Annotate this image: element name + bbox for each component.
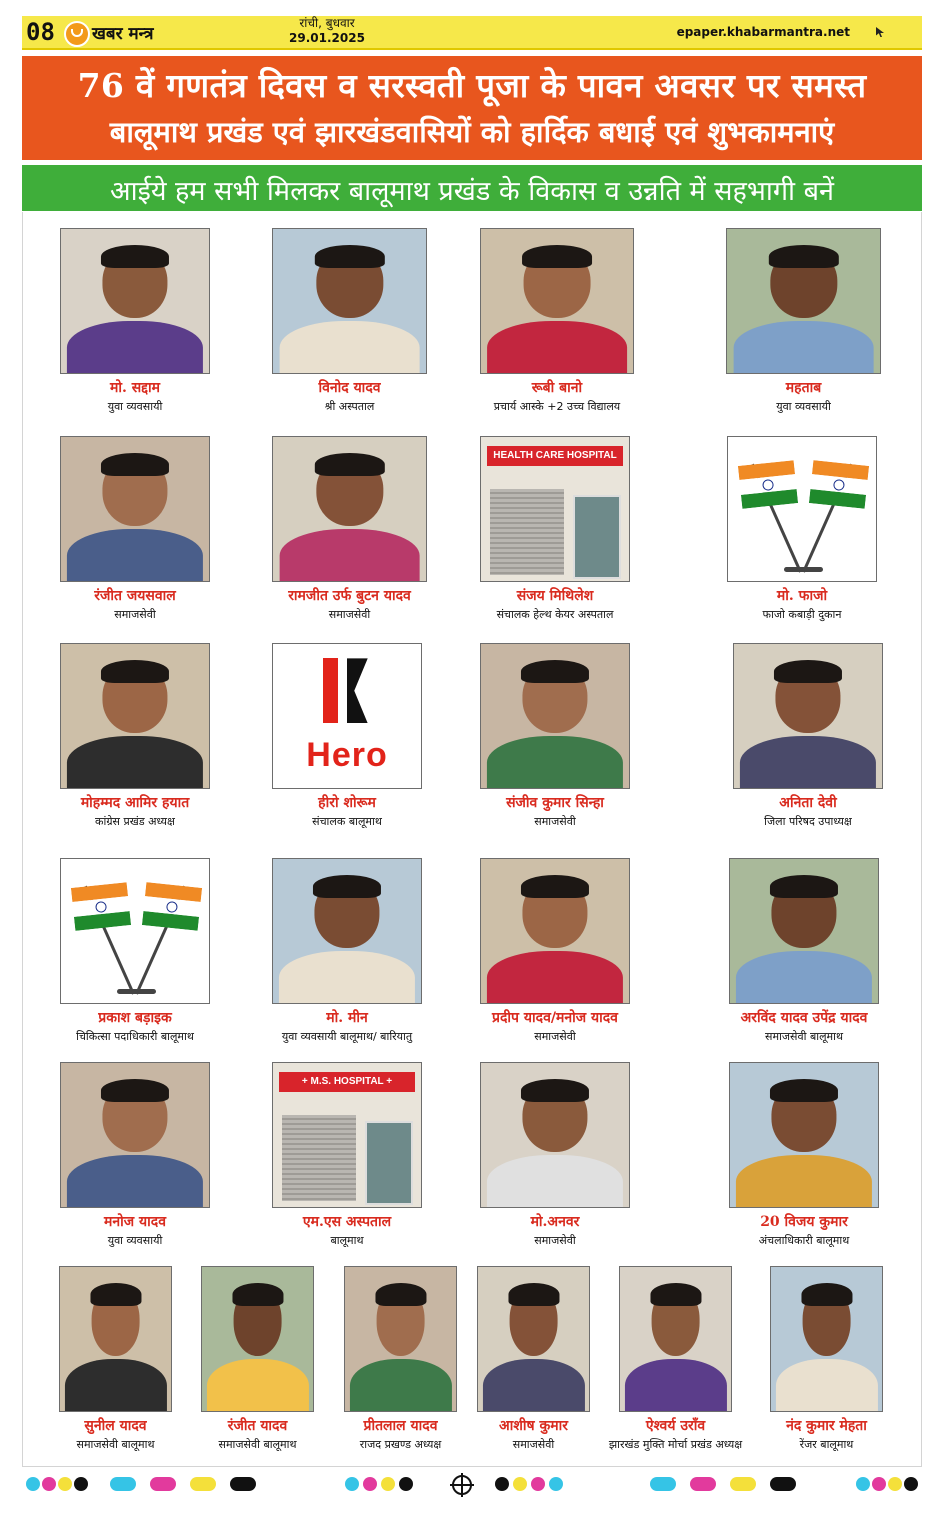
person-name: मो. मीन — [326, 1010, 368, 1026]
person-hair — [521, 660, 589, 683]
person-name: मो. फाजो — [776, 588, 828, 604]
profile-photo — [480, 858, 630, 1004]
person-hair — [508, 1283, 559, 1306]
dateline — [272, 16, 382, 46]
ashoka-chakra-icon — [95, 900, 107, 912]
person-name: रामजीत उर्फ बुटन यादव — [288, 588, 411, 604]
person-hair — [101, 1079, 169, 1102]
person-hair — [522, 245, 592, 268]
profile-photo — [480, 228, 634, 374]
profile-photo — [480, 643, 630, 789]
reg-dot — [150, 1477, 176, 1491]
person-card — [272, 228, 427, 420]
reg-dot — [42, 1477, 56, 1491]
profile-photo — [477, 1266, 590, 1412]
person-role: युवा व्यवसायी — [107, 1234, 163, 1247]
indian-flag-icon — [809, 460, 869, 509]
person-hair — [650, 1283, 701, 1306]
website-link[interactable]: epaper.khabarmantra.net — [676, 25, 850, 39]
person-name: सुनील यादव — [84, 1418, 147, 1434]
person-role: समाजसेवी — [114, 608, 156, 621]
person-name: 20 विजय कुमार — [760, 1214, 848, 1230]
reg-dot — [770, 1477, 796, 1491]
registration-marks-right — [856, 1474, 922, 1494]
person-body — [349, 1359, 451, 1412]
person-role: समाजसेवी बालूमाथ — [218, 1438, 297, 1451]
person-name: आशीष कुमार — [499, 1418, 568, 1434]
hero-mark-black — [347, 658, 368, 723]
person-role: राजद प्रखण्ड अध्यक्ष — [359, 1438, 442, 1451]
reg-dot — [230, 1477, 256, 1491]
flag-stand — [728, 437, 876, 581]
person-name: ऐश्वर्य उराँव — [645, 1418, 706, 1434]
person-body — [67, 736, 203, 789]
person-role: श्री अस्पताल — [324, 400, 375, 413]
person-hair — [101, 245, 169, 268]
person-body — [64, 1359, 166, 1412]
person-body — [736, 951, 872, 1004]
person-role: अंचलाधिकारी बालूमाथ — [758, 1234, 850, 1247]
person-role: युवा व्यवसायी बालूमाथ/ बारियातु — [281, 1030, 413, 1043]
headline-line-2: बालूमाथ प्रखंड एवं झारखंडवासियों को हार्दिक बधाई एवं शुभकामनाएं — [109, 115, 835, 149]
person-name: संजय मिथिलेश — [516, 588, 594, 604]
person-body — [740, 736, 876, 789]
reg-dot — [495, 1477, 509, 1491]
profile-photo — [729, 858, 879, 1004]
flag-base — [117, 989, 155, 994]
person-card — [60, 643, 210, 835]
reg-dot — [381, 1477, 395, 1491]
person-body — [279, 529, 420, 582]
person-hair — [101, 660, 169, 683]
person-role: संचालक बालूमाथ — [312, 815, 382, 828]
person-card — [60, 858, 210, 1050]
reg-dot — [345, 1477, 359, 1491]
person-hair — [232, 1283, 283, 1306]
reg-dot — [190, 1477, 216, 1491]
subheadline-banner — [22, 165, 922, 211]
person-card — [608, 1266, 743, 1458]
person-name: मो. सद्दाम — [110, 380, 160, 396]
person-name: मोहम्मद आमिर हयात — [80, 795, 190, 811]
profile-photo — [60, 436, 210, 582]
person-card — [480, 643, 630, 835]
person-body — [67, 1155, 203, 1208]
person-body — [624, 1359, 726, 1412]
profile-photo — [726, 228, 881, 374]
reg-dot — [888, 1477, 902, 1491]
profile-photo — [733, 643, 883, 789]
place-day: रांची, बुधवार — [299, 16, 355, 30]
shop-shutter — [490, 489, 564, 575]
person-hair — [314, 245, 384, 268]
person-name: रंजीत यादव — [227, 1418, 288, 1434]
profile-photo — [272, 228, 427, 374]
person-card — [726, 228, 881, 420]
reg-dot — [399, 1477, 413, 1491]
hero-mark-red — [323, 658, 338, 723]
profile-photo — [272, 858, 422, 1004]
reg-dot — [730, 1477, 756, 1491]
flag-base — [784, 567, 822, 572]
person-body — [736, 1155, 872, 1208]
registration-marks-mid-left — [110, 1474, 290, 1494]
person-hair — [768, 245, 838, 268]
person-body — [487, 1155, 623, 1208]
profile-photo — [619, 1266, 732, 1412]
person-body — [482, 1359, 584, 1412]
flag-stand — [61, 859, 209, 1003]
subheadline: आईये हम सभी मिलकर बालूमाथ प्रखंड के विकास व उन्नति में सहभागी बनें — [109, 176, 835, 207]
person-body — [487, 321, 627, 374]
person-role: युवा व्यवसायी — [107, 400, 163, 413]
headline-line-1: 76 वें गणतंत्र दिवस व सरस्वती पूजा के पावन अवसर पर समस्त — [77, 66, 867, 105]
person-role: जिला परिषद उपाध्यक्ष — [764, 815, 852, 828]
person-hair — [770, 875, 838, 898]
person-card — [272, 643, 422, 835]
person-card — [60, 1062, 210, 1254]
reg-dot — [58, 1477, 72, 1491]
person-name: हीरो शोरूम — [318, 795, 376, 811]
hero-logo — [273, 644, 421, 788]
person-hair — [521, 1079, 589, 1102]
hospital-sign: HEALTH CARE HOSPITAL — [487, 446, 623, 466]
person-role: रेंजर बालूमाथ — [799, 1438, 854, 1451]
person-name: नंद कुमार मेहता — [786, 1418, 867, 1434]
profile-photo — [480, 436, 630, 582]
profile-photo — [729, 1062, 879, 1208]
person-role: समाजसेवी — [534, 1234, 576, 1247]
person-card — [480, 436, 630, 628]
hospital-building — [481, 437, 629, 581]
person-name: मनोज यादव — [104, 1214, 166, 1230]
person-hair — [314, 453, 384, 476]
person-body — [279, 951, 415, 1004]
ashoka-chakra-icon — [166, 900, 178, 912]
person-card — [477, 1266, 590, 1458]
profile-photo — [272, 1062, 422, 1208]
reg-dot — [650, 1477, 676, 1491]
person-card — [480, 858, 630, 1050]
person-name: प्रदीप यादव/मनोज यादव — [492, 1010, 618, 1026]
profile-photo — [272, 436, 427, 582]
person-name: अरविंद यादव उपेंद्र यादव — [740, 1010, 868, 1026]
profile-photo — [60, 858, 210, 1004]
profile-photo — [59, 1266, 172, 1412]
person-card — [344, 1266, 457, 1458]
profile-photo — [770, 1266, 883, 1412]
profile-photo — [60, 643, 210, 789]
glass-door — [573, 495, 621, 580]
reg-dot — [363, 1477, 377, 1491]
person-name: प्रीतलाल यादव — [363, 1418, 438, 1434]
reg-dot — [513, 1477, 527, 1491]
issue-date: 29.01.2025 — [289, 31, 365, 45]
person-name: महताब — [785, 380, 822, 396]
registration-target-icon — [452, 1475, 472, 1495]
reg-dot — [531, 1477, 545, 1491]
headline-banner — [22, 56, 922, 160]
hero-logo-text: Hero — [306, 736, 388, 775]
glass-door — [365, 1121, 413, 1206]
profile-photo — [60, 228, 210, 374]
cursor-icon — [876, 27, 884, 37]
person-hair — [313, 875, 381, 898]
person-name: प्रकाश बड़ाइक — [98, 1010, 172, 1026]
person-hair — [375, 1283, 426, 1306]
page-number: 08 — [26, 18, 55, 46]
person-hair — [521, 875, 589, 898]
person-body — [206, 1359, 308, 1412]
person-role: फाजो कबाड़ी दुकान — [762, 608, 842, 621]
profile-photo — [272, 643, 422, 789]
hospital-building — [273, 1063, 421, 1207]
person-role: झारखंड मुक्ति मोर्चा प्रखंड अध्यक्ष — [608, 1438, 743, 1451]
registration-marks-center-right — [495, 1474, 575, 1494]
person-name: संजीव कुमार सिन्हा — [506, 795, 604, 811]
person-name: रूबी बानो — [531, 380, 583, 396]
reg-dot — [549, 1477, 563, 1491]
registration-marks-center-left — [345, 1474, 425, 1494]
person-card — [480, 228, 634, 420]
person-body — [67, 529, 203, 582]
person-role: समाजसेवी — [534, 1030, 576, 1043]
shop-shutter — [282, 1115, 356, 1201]
reg-dot — [110, 1477, 136, 1491]
person-body — [487, 951, 623, 1004]
paper-logo-icon — [64, 21, 90, 47]
person-card — [729, 858, 879, 1050]
person-body — [67, 321, 203, 374]
person-card — [733, 643, 883, 835]
person-hair — [101, 453, 169, 476]
reg-dot — [690, 1477, 716, 1491]
person-card — [272, 436, 427, 628]
person-role: समाजसेवी बालूमाथ — [76, 1438, 155, 1451]
person-role: युवा व्यवसायी — [776, 400, 831, 413]
reg-dot — [856, 1477, 870, 1491]
profile-photo — [201, 1266, 314, 1412]
reg-dot — [26, 1477, 40, 1491]
person-name: अनिता देवी — [779, 795, 837, 811]
person-hair — [770, 1079, 838, 1102]
ashoka-chakra-icon — [762, 478, 774, 490]
person-card — [770, 1266, 883, 1458]
person-body — [487, 736, 623, 789]
person-body — [733, 321, 874, 374]
registration-marks-mid-right — [650, 1474, 830, 1494]
indian-flag-icon — [142, 882, 202, 931]
person-hair — [801, 1283, 852, 1306]
profile-photo — [727, 436, 877, 582]
person-name: रंजीत जयसवाल — [94, 588, 176, 604]
reg-dot — [74, 1477, 88, 1491]
person-name: एम.एस अस्पताल — [302, 1214, 392, 1230]
registration-marks-left — [26, 1474, 86, 1494]
reg-dot — [872, 1477, 886, 1491]
person-role: संचालक हेल्थ केयर अस्पताल — [496, 608, 614, 621]
person-card — [272, 858, 422, 1050]
reg-dot — [904, 1477, 918, 1491]
page-header — [22, 16, 922, 50]
hospital-sign: + M.S. HOSPITAL + — [279, 1072, 415, 1092]
person-card — [729, 1062, 879, 1254]
paper-name: खबर मन्त्र — [92, 24, 154, 44]
person-card — [201, 1266, 314, 1458]
profile-photo — [344, 1266, 457, 1412]
person-role: समाजसेवी — [328, 608, 371, 621]
person-role: समाजसेवी — [534, 815, 576, 828]
person-card — [480, 1062, 630, 1254]
person-hair — [774, 660, 842, 683]
person-name: मो.अनवर — [530, 1214, 580, 1230]
person-body — [775, 1359, 877, 1412]
person-name: विनोद यादव — [318, 380, 381, 396]
person-card — [272, 1062, 422, 1254]
profile-photo — [60, 1062, 210, 1208]
person-role: प्रचार्य आस्के +2 उच्च विद्यालय — [493, 400, 621, 413]
person-card — [727, 436, 877, 628]
person-role: बालूमाथ — [330, 1234, 364, 1247]
person-role: कांग्रेस प्रखंड अध्यक्ष — [95, 815, 175, 828]
person-card — [60, 228, 210, 420]
person-role: चिकित्सा पदाधिकारी बालूमाथ — [76, 1030, 194, 1043]
indian-flag-icon — [71, 882, 131, 931]
person-role: समाजसेवी — [512, 1438, 555, 1451]
person-card — [59, 1266, 172, 1458]
profile-photo — [480, 1062, 630, 1208]
person-hair — [90, 1283, 141, 1306]
person-body — [279, 321, 420, 374]
person-role: समाजसेवी बालूमाथ — [765, 1030, 843, 1043]
person-card — [60, 436, 210, 628]
indian-flag-icon — [738, 460, 798, 509]
ashoka-chakra-icon — [833, 478, 845, 490]
